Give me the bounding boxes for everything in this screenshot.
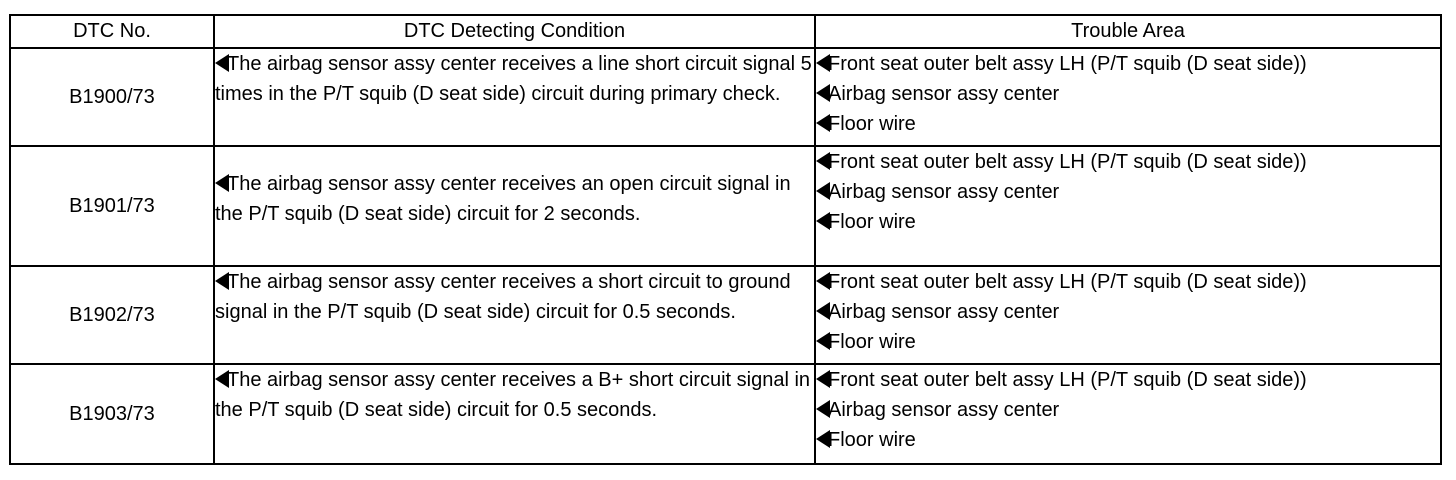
trouble-area-text: Floor wire — [828, 211, 916, 233]
detecting-condition: The airbag sensor assy center receives a B+ short circuit signal in the P/T squib (D seat side) circuit for 0.5 seconds. — [215, 369, 811, 421]
detecting-condition-cell — [214, 364, 815, 464]
trouble-area-text: Airbag sensor assy center — [828, 301, 1060, 323]
trouble-area-cell — [815, 146, 1441, 266]
trouble-area-text: Front seat outer belt assy LH (P/T squib (D seat side)) — [828, 271, 1307, 293]
trouble-area-item — [816, 177, 1440, 207]
dtc-table — [9, 14, 1442, 465]
trouble-area-item — [816, 49, 1440, 79]
detecting-condition-cell — [214, 48, 815, 146]
header-dtc-no: DTC No. — [10, 15, 214, 48]
header-trouble-area: Trouble Area — [815, 15, 1441, 48]
dtc-code: B1902/73 — [10, 266, 214, 364]
trouble-area-item — [816, 425, 1440, 455]
trouble-area-item — [816, 327, 1440, 357]
trouble-area-text: Airbag sensor assy center — [828, 399, 1060, 421]
trouble-area-text: Floor wire — [828, 113, 916, 135]
trouble-area-text: Front seat outer belt assy LH (P/T squib (D seat side)) — [828, 369, 1307, 391]
trouble-area-item — [816, 267, 1440, 297]
trouble-area-cell — [815, 48, 1441, 146]
trouble-area-item — [816, 79, 1440, 109]
dtc-code: B1903/73 — [10, 364, 214, 464]
trouble-area-text: Airbag sensor assy center — [828, 83, 1060, 105]
trouble-area-item — [816, 109, 1440, 139]
trouble-area-text: Front seat outer belt assy LH (P/T squib (D seat side)) — [828, 151, 1307, 173]
trouble-area-text: Floor wire — [828, 429, 916, 451]
detecting-condition: The airbag sensor assy center receives a line short circuit signal 5 times in the P/T squib (D seat side) circuit during primary check. — [215, 53, 812, 105]
table-row — [10, 266, 1441, 364]
detecting-condition: The airbag sensor assy center receives a short circuit to ground signal in the P/T squib (D seat side) circuit for 0.5 seconds. — [215, 271, 791, 323]
table-row — [10, 146, 1441, 266]
trouble-area-item — [816, 207, 1440, 237]
table-header-row — [10, 15, 1441, 48]
table-row — [10, 364, 1441, 464]
trouble-area-text: Floor wire — [828, 331, 916, 353]
dtc-code: B1901/73 — [10, 146, 214, 266]
trouble-area-text: Front seat outer belt assy LH (P/T squib (D seat side)) — [828, 53, 1307, 75]
trouble-area-cell — [815, 364, 1441, 464]
trouble-area-item — [816, 395, 1440, 425]
table-row — [10, 48, 1441, 146]
detecting-condition: The airbag sensor assy center receives an open circuit signal in the P/T squib (D seat side) circuit for 2 seconds. — [215, 173, 791, 225]
trouble-area-text: Airbag sensor assy center — [828, 181, 1060, 203]
dtc-code: B1900/73 — [10, 48, 214, 146]
header-detecting-condition: DTC Detecting Condition — [214, 15, 815, 48]
trouble-area-item — [816, 147, 1440, 177]
trouble-area-cell — [815, 266, 1441, 364]
detecting-condition-cell — [214, 146, 815, 266]
trouble-area-item — [816, 297, 1440, 327]
detecting-condition-cell — [214, 266, 815, 364]
trouble-area-item — [816, 365, 1440, 395]
